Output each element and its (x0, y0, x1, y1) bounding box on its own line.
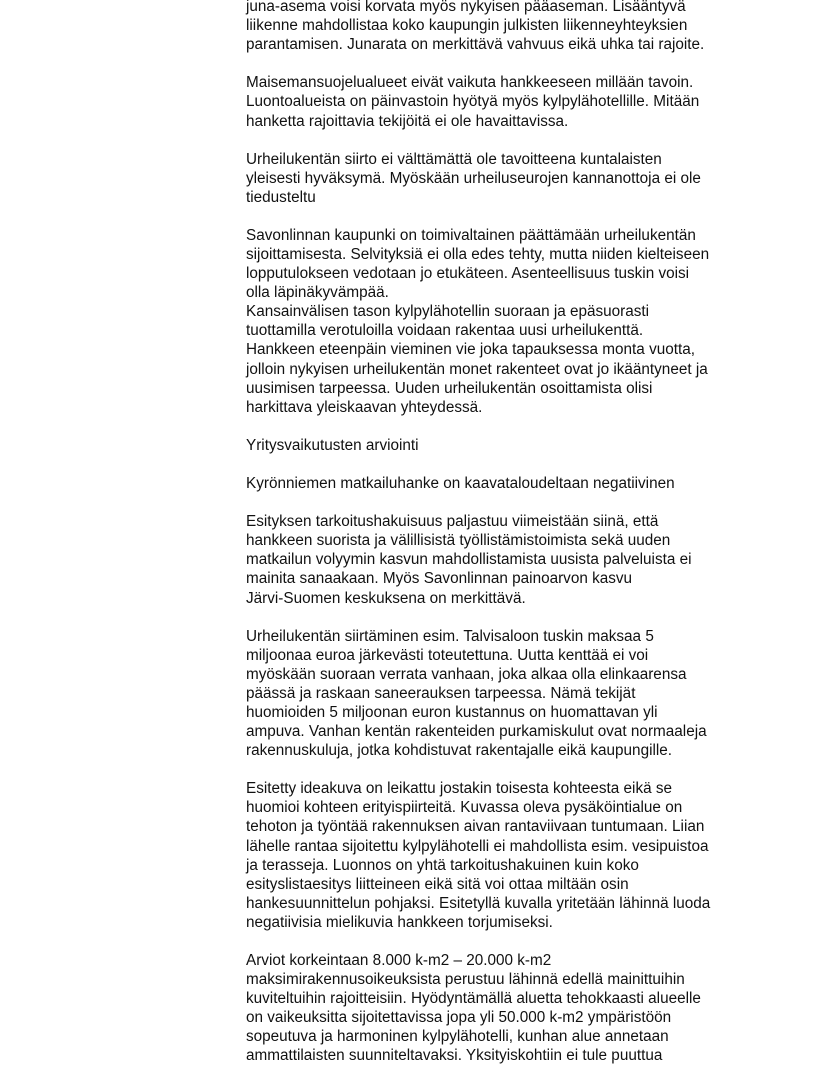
text-line: ampuva. Vanhan kentän rakenteiden purkamiskulut ovat normaaleja (246, 723, 707, 740)
text-line: harkittava yleiskaavan yhteydessä. (246, 398, 483, 416)
text-line: Savonlinnan kaupunki on toimivaltainen päättämään urheilukentän (246, 227, 696, 244)
text-line: rakennuskuluja, jotka kohdistuvat rakentajalle eikä kaupungille. (246, 742, 673, 760)
text-line: sijoittamisesta. Selvityksiä ei olla edes tehty, mutta niiden kielteiseen (246, 246, 710, 263)
text-line: miljoonaa euroa järkevästi toteutettuna. Uutta kenttää ei voi (246, 646, 649, 664)
text-line: huomioi kohteen erityispiirteitä. Kuvassa oleva pysäköintialue on (246, 799, 683, 817)
text-line: hanketta rajoittavia tekijöitä ei ole havaittavissa. (246, 112, 569, 130)
text-line: tehoton ja työntää rakennuksen aivan rantaviivaan tuntumaan. Liian (246, 818, 705, 836)
text-line: Kansainvälisen tason kylpylähotellin suoraan ja epäsuorasti (246, 303, 650, 321)
text-line: tiedusteltu (246, 188, 316, 206)
text-line: Urheilukentän siirto ei välttämättä ole tavoitteena kuntalaisten (246, 150, 662, 168)
text-line: huomioiden 5 miljoonan euron kustannus on huomattavan yli (246, 704, 658, 721)
text-line: lähelle rantaa sijoitettu kylpylähotelli ei mahdollista esim. vesipuistoa (246, 837, 709, 855)
text-line: on vaikeuksitta sijoitettavissa jopa yli 50.000 k-m2 ympäristöön (246, 1009, 672, 1027)
text-line: ammattilaisten suunniteltavaksi. Yksityiskohtiin ei tule puuttua (246, 1047, 663, 1065)
text-line: ja terasseja. Luonnos on yhtä tarkoitushakuinen kuin koko (246, 856, 639, 874)
text-line: Urheilukentän siirtäminen esim. Talvisaloon tuskin maksaa 5 (246, 627, 654, 645)
text-line: Kyrönniemen matkailuhanke on kaavataloudeltaan negatiivinen (246, 475, 675, 492)
text-line: yleisesti hyväksymä. Myöskään urheiluseurojen kannanottoja ei ole (246, 169, 701, 187)
text-line: sopeutuva ja harmoninen kylpylähotelli, kunhan alue annetaan (246, 1028, 669, 1046)
text-line: tuottamilla verotuloilla voidaan rakentaa uusi urheilukenttä. (246, 322, 644, 340)
text-line: Yritysvaikutusten arviointi (246, 436, 419, 454)
text-line: myöskään suoraan verrata vanhaan, joka alkaa olla elinkaarensa (246, 665, 687, 683)
text-line: matkailun volyymin kasvun mahdollistamista uusista palveluista ei (246, 551, 692, 569)
text-line: hankesuunnittelun pohjaksi. Esitetyllä kuvalla yritetään lähinnä luoda (246, 894, 711, 912)
text-line: Järvi-Suomen keskuksena on merkittävä. (246, 589, 526, 607)
text-line: Maisemansuojelualueet eivät vaikuta hankkeeseen millään tavoin. (246, 74, 694, 92)
text-line: parantamisen. Junarata on merkittävä vahvuus eikä uhka tai rajoite. (246, 36, 705, 54)
text-line: maksimirakennusoikeuksista perustuu lähinnä edellä mainittuihin (246, 971, 685, 989)
text-line: Hankkeen eteenpäin vieminen vie joka tapauksessa monta vuotta, (246, 341, 695, 359)
text-line: olla läpinäkyvämpää. (246, 284, 389, 302)
text-line: lopputulokseen vedotaan jo etukäteen. Asenteellisuus tuskin voisi (246, 265, 690, 283)
text-line: uusimisen tarpeessa. Uuden urheilukentän osoittamista olisi (246, 379, 653, 397)
text-line: hankkeen suorista ja välillisistä työllistämistoimista sekä uuden (246, 532, 671, 550)
text-line: Luontoalueista on päinvastoin hyötyä myös kylpylähotellille. Mitään (246, 93, 700, 111)
text-line: Esitetty ideakuva on leikattu jostakin toisesta kohteesta eikä se (246, 780, 673, 798)
text-line: Esityksen tarkoitushakuisuus paljastuu viimeistään siinä, että (246, 513, 659, 531)
text-line: liikenne mahdollistaa koko kaupungin julkisten liikenneyhteyksien (246, 17, 688, 35)
text-line: Arviot korkeintaan 8.000 k-m2 – 20.000 k-m2 (246, 952, 552, 969)
text-line: negatiivisia mielikuvia hankkeen torjumiseksi. (246, 913, 553, 931)
text-line: kuviteltuihin rajoitteisiin. Hyödyntämällä aluetta tehokkaasti alueelle (246, 990, 701, 1008)
text-line: jolloin nykyisen urheilukentän monet rakenteet ovat jo ikääntyneet ja (246, 360, 708, 378)
text-line: esityslistaesitys liitteineen eikä sitä voi ottaa miltään osin (246, 875, 629, 893)
text-line: mainita sanaakaan. Myös Savonlinnan painoarvon kasvu (246, 570, 633, 588)
text-line: juna-asema voisi korvata myös nykyisen pääaseman. Lisääntyvä (246, 0, 686, 15)
text-line: päässä ja raskaan saneerauksen tarpeessa. Nämä tekijät (246, 684, 636, 702)
